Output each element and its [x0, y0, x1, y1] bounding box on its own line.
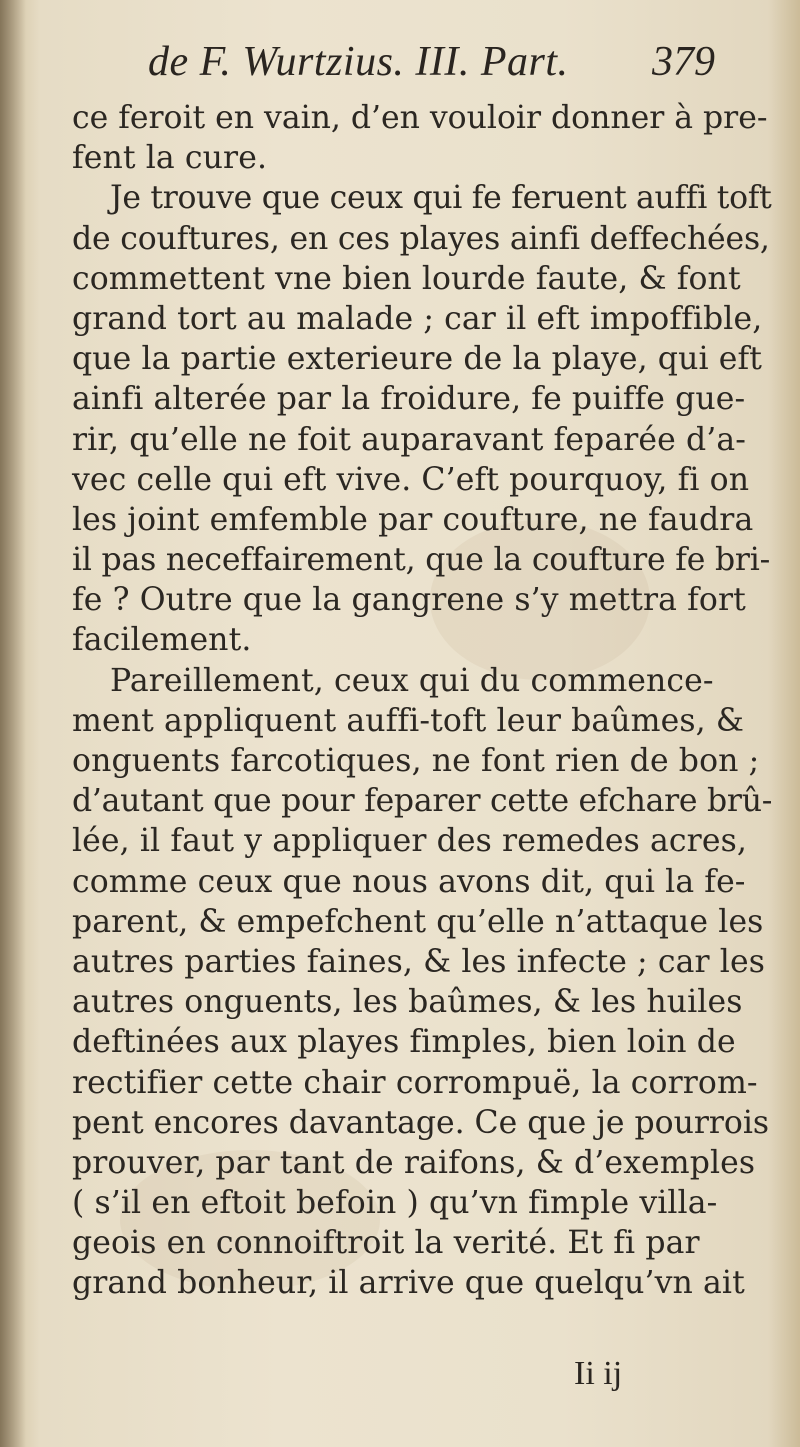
- text-line: rir, qu’elle ne foit auparavant feparée d’a-: [72, 421, 746, 458]
- text-line: commettent vne bien lourde faute, & font: [72, 260, 741, 297]
- text-line: vec celle qui eft vive. C’eft pourquoy, fi on: [72, 461, 750, 498]
- text-line: Pareillement, ceux qui du commence-: [110, 662, 714, 699]
- text-line: ce feroit en vain, d’en vouloir donner à pre-: [72, 100, 768, 136]
- text-line: les joint emfemble par coufture, ne faudra: [72, 501, 754, 538]
- text-line: deftinées aux playes fimples, bien loin de: [72, 1024, 736, 1061]
- text-line: ( s’il en eftoit befoin ) qu’vn fimple villa-: [72, 1185, 718, 1222]
- text-line: prouver, par tant de raifons, & d’exemples: [72, 1144, 756, 1181]
- page-number: 379: [652, 39, 715, 85]
- text-line: Je trouve que ceux qui fe feruent auffi toft: [110, 180, 772, 217]
- text-line: pent encores davantage. Ce que je pourrois: [72, 1104, 770, 1141]
- text-line: rectifier cette chair corrompuë, la corrom-: [72, 1064, 758, 1101]
- running-head: [0, 38, 800, 98]
- text-line: onguents farcotiques, ne font rien de bon ;: [72, 743, 760, 779]
- text-line: parent, & empefchent qu’elle n’attaque les: [72, 903, 764, 940]
- text-line: ainfi alterée par la froidure, fe puiffe gue-: [72, 381, 746, 418]
- body-text: [72, 98, 772, 1304]
- text-line: de couftures, en ces playes ainfi deffechées,: [72, 220, 770, 257]
- text-line: grand tort au malade ; car il eft impoffible,: [72, 300, 763, 337]
- text-line: facilement.: [72, 622, 252, 659]
- running-head-title: de F. Wurtzius. III. Part.: [148, 39, 569, 85]
- signature-mark: Ii ij: [574, 1355, 623, 1392]
- text-line: autres parties faines, & les infecte ; car les: [72, 943, 765, 980]
- text-line: fe ? Outre que la gangrene s’y mettra fort: [72, 582, 746, 619]
- text-line: grand bonheur, il arrive que quelqu’vn ait: [72, 1265, 745, 1302]
- signature-row: [0, 1355, 800, 1399]
- text-line: d’autant que pour feparer cette efchare brû-: [72, 783, 773, 820]
- text-line: ment appliquent auffi-toft leur baûmes, &: [72, 702, 744, 739]
- gutter-shadow: [0, 0, 26, 1447]
- text-line: il pas neceffairement, que la coufture fe bri-: [72, 542, 771, 579]
- text-line: geois en connoiftroit la verité. Et fi par: [72, 1225, 700, 1262]
- text-line: lée, il faut y appliquer des remedes acres,: [72, 823, 747, 860]
- text-line: autres onguents, les baûmes, & les huiles: [72, 984, 743, 1021]
- text-line: fent la cure.: [72, 140, 268, 177]
- text-line: comme ceux que nous avons dit, qui la fe-: [72, 863, 746, 900]
- text-line: que la partie exterieure de la playe, qui eft: [72, 341, 763, 378]
